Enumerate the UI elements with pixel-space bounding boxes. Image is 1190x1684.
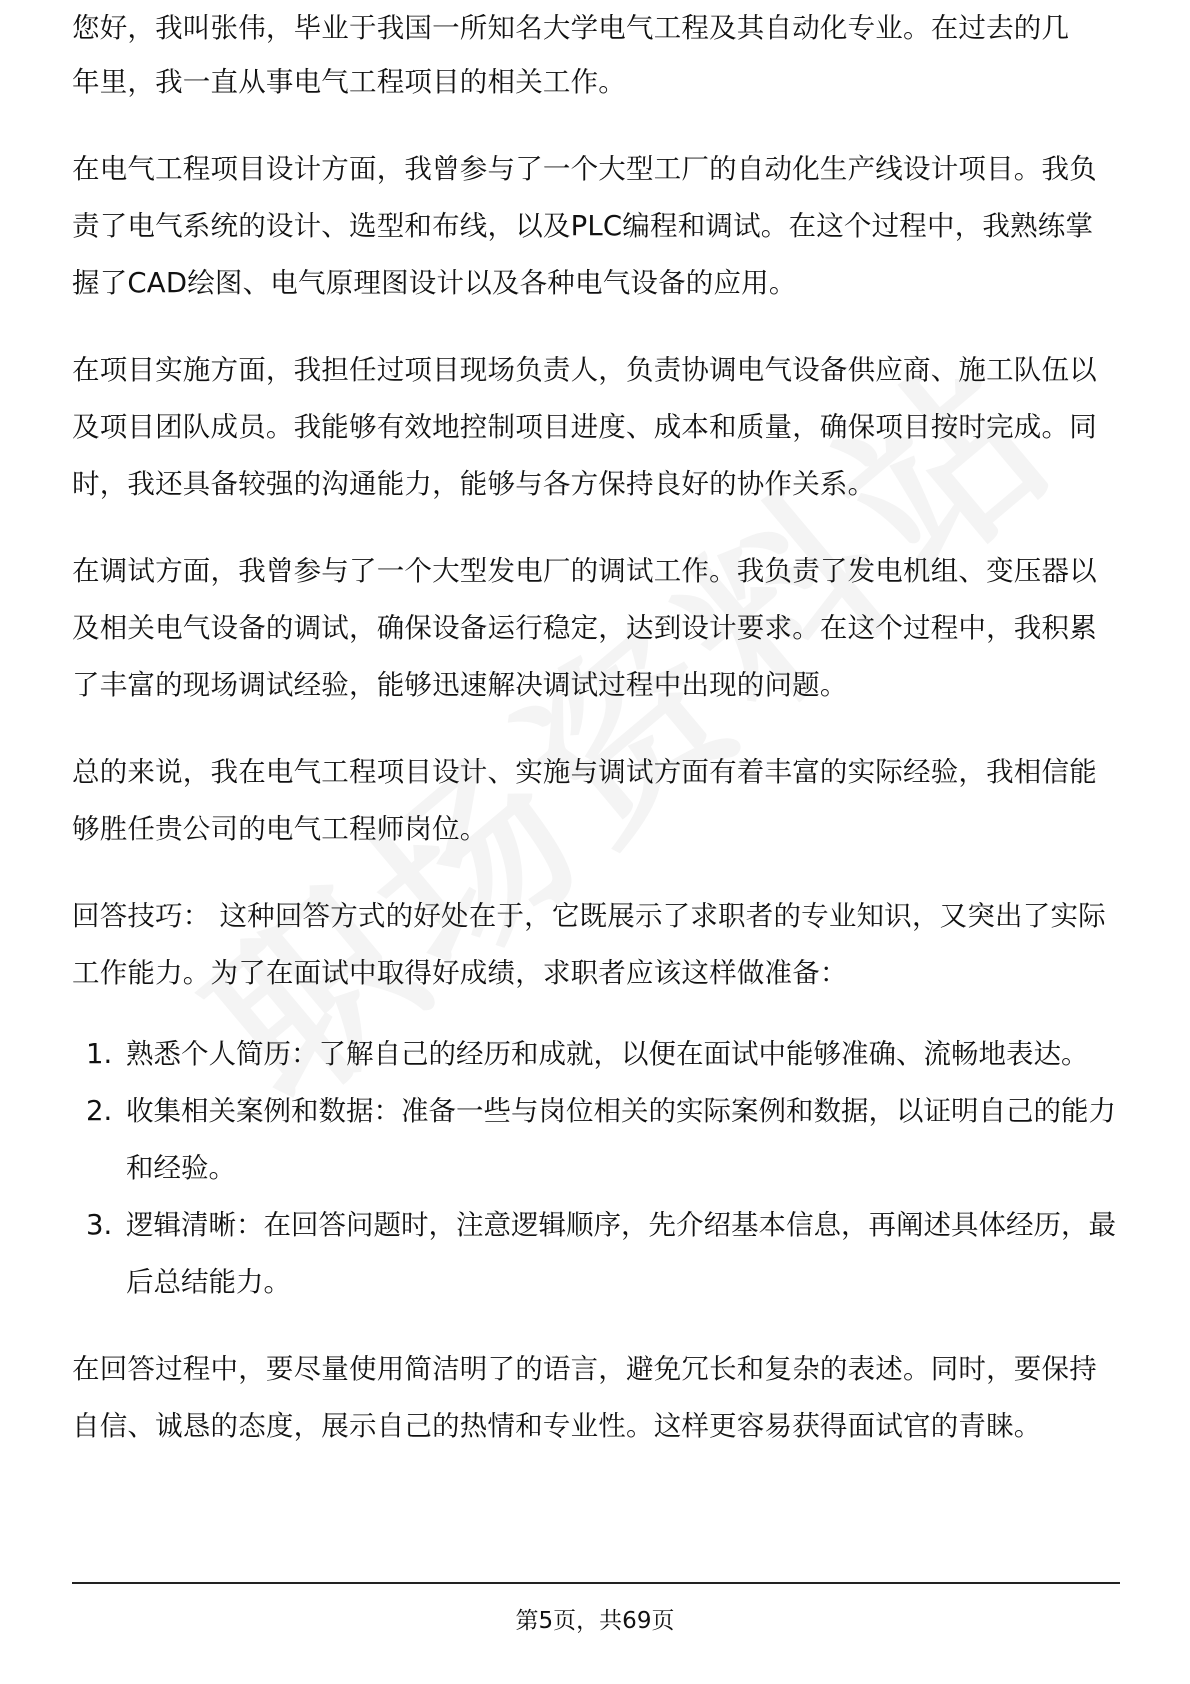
list-item (72, 1083, 1120, 1197)
page-number: 第5页，共69页 (515, 1608, 675, 1634)
intro-paragraph (72, 14, 1120, 111)
document-body (72, 14, 1120, 1485)
list-item-text: 逻辑清晰：在回答问题时，注意逻辑顺序，先介绍基本信息，再阐述具体经历，最后总结能力。 (126, 1209, 1116, 1298)
list-item-text: 熟悉个人简历：了解自己的经历和成就，以便在面试中能够准确、流畅地表达。 (126, 1038, 1089, 1070)
clipped-top-line (72, 14, 1120, 58)
list-item (72, 1026, 1120, 1083)
footer-divider (72, 1582, 1120, 1584)
list-item (72, 1197, 1120, 1311)
clipped-top-line-text: 您好，我叫张伟，毕业于我国一所知名大学电气工程及其自动化专业。在过去的几 (72, 14, 1070, 44)
list-item-number: 2. (86, 1095, 113, 1127)
list-item-number: 3. (86, 1209, 113, 1241)
commissioning-paragraph: 在调试方面，我曾参与了一个大型发电厂的调试工作。我负责了发电机组、变压器以及相关电气设备的调试，确保设备运行稳定，达到设计要求。在这个过程中，我积累了丰富的现场调试经验，能够迅速解决调试过程中出现的问题。 (72, 555, 1097, 701)
list-item-text: 收集相关案例和数据：准备一些与岗位相关的实际案例和数据，以证明自己的能力和经验。 (126, 1095, 1116, 1184)
design-paragraph: 在电气工程项目设计方面，我曾参与了一个大型工厂的自动化生产线设计项目。我负责了电气系统的设计、选型和布线，以及PLC编程和调试。在这个过程中，我熟练掌握了CAD绘图、电气原理图设计以及各种电气设备的应用。 (72, 153, 1097, 299)
tips-paragraph: 回答技巧： 这种回答方式的好处在于，它既展示了求职者的专业知识，又突出了实际工作能力。为了在面试中取得好成绩，求职者应该这样做准备： (72, 900, 1106, 989)
tips-list (72, 1026, 1120, 1311)
intro-paragraph-text: 年里，我一直从事电气工程项目的相关工作。 (72, 66, 626, 98)
implementation-paragraph: 在项目实施方面，我担任过项目现场负责人，负责协调电气设备供应商、施工队伍以及项目团队成员。我能够有效地控制项目进度、成本和质量，确保项目按时完成。同时，我还具备较强的沟通能力，能够与各方保持良好的协作关系。 (72, 354, 1097, 500)
list-item-number: 1. (86, 1038, 113, 1070)
closing-paragraph: 在回答过程中，要尽量使用简洁明了的语言，避免冗长和复杂的表述。同时，要保持自信、诚恳的态度，展示自己的热情和专业性。这样更容易获得面试官的青睐。 (72, 1353, 1097, 1442)
summary-paragraph: 总的来说，我在电气工程项目设计、实施与调试方面有着丰富的实际经验，我相信能够胜任贵公司的电气工程师岗位。 (72, 756, 1097, 845)
